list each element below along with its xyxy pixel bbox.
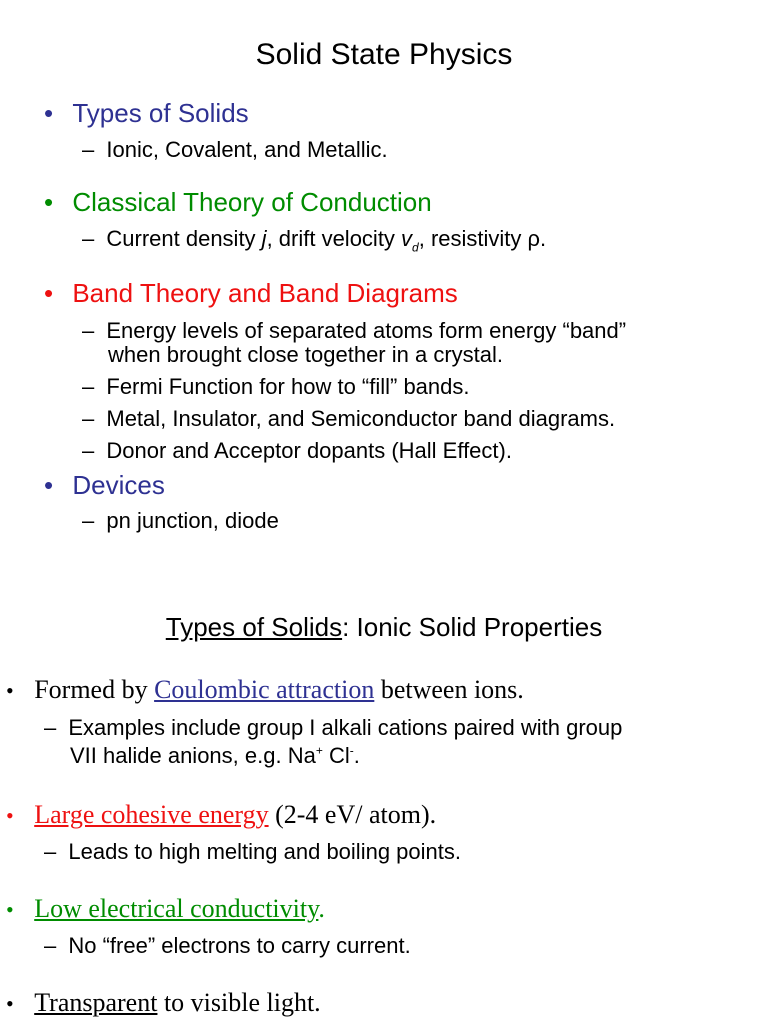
slide1-title: Solid State Physics [255,38,513,71]
sub-text-pre: Current density [106,226,262,251]
bullet-band-theory [44,278,458,309]
sub-band-diagrams [82,406,615,432]
sub-energy-levels-cont: when brought close together in a crystal. [108,342,504,367]
bullet-icon: • [6,991,14,1016]
symbol-v: v [401,226,413,251]
sub-energy-levels [82,318,626,344]
bullet-types-of-solids [44,98,249,129]
sub-free-electrons [44,933,411,959]
sub-dopants [82,438,512,464]
cohesive-energy-link[interactable]: Large cohesive energy [34,800,269,829]
sub-text: Examples include group I alkali cations paired with group [68,715,623,740]
bullet-label: Classical Theory of Conduction [72,187,432,217]
sub-current-density [82,226,546,254]
superscript-minus: - [349,743,354,758]
dash-icon: – [82,318,95,343]
sub-text: Metal, Insulator, and Semiconductor band diagrams. [106,406,616,431]
sub-pn-junction [82,508,279,534]
sub-fermi-function [82,374,470,400]
dash-icon: – [82,226,95,251]
slide2-title [0,612,768,643]
point-post: to visible light. [157,988,321,1017]
bullet-label: Band Theory and Band Diagrams [72,278,458,308]
dash-icon: – [82,508,95,533]
sub-text: Energy levels of separated atoms form energy “band” [106,318,627,343]
dash-icon: – [82,406,95,431]
bullet-icon: • [44,98,54,128]
sub-text: Leads to high melting and boiling points. [68,839,461,864]
sub-ionic-covalent [82,137,388,163]
point-post: between ions. [374,675,524,704]
bullet-classical-theory [44,187,432,218]
sub-text-end: . [353,743,360,768]
point-cohesive-energy [6,800,436,830]
sub-text: No “free” electrons to carry current. [68,933,411,958]
point-post: (2-4 eV/ atom). [268,800,437,829]
sub-text: VII halide anions, e.g. Na [70,743,316,768]
dash-icon: – [82,137,95,162]
dash-icon: – [82,438,95,463]
symbol-d: d [412,240,419,255]
symbol-j: j [261,226,267,251]
point-conductivity [6,894,325,924]
conductivity-link[interactable]: Low electrical conductivity [34,894,319,923]
sub-text-post: , resistivity ρ. [418,226,547,251]
bullet-devices [44,470,165,501]
sub-text: Donor and Acceptor dopants (Hall Effect). [106,438,512,463]
dash-icon: – [44,839,57,864]
sub-text-cl: Cl [322,743,350,768]
point-post: . [318,894,325,923]
dash-icon: – [44,933,57,958]
coulombic-attraction-link[interactable]: Coulombic attraction [154,675,375,704]
sub-text-mid: , drift velocity [266,226,402,251]
dash-icon: – [82,374,95,399]
sub-text: pn junction, diode [106,508,279,533]
title-rest: : Ionic Solid Properties [342,612,603,642]
bullet-icon: • [6,897,14,922]
bullet-icon: • [44,187,54,217]
bullet-label: Devices [72,470,165,500]
sub-examples-cont [70,743,360,769]
bullet-icon: • [6,803,14,828]
sub-text: Fermi Function for how to “fill” bands. [106,374,470,399]
bullet-icon: • [6,678,14,703]
point-pre: Formed by [34,675,155,704]
bullet-icon: • [44,470,54,500]
bullet-label: Types of Solids [72,98,249,128]
point-transparent [6,988,321,1018]
point-coulombic [6,675,524,705]
sub-examples [44,715,622,741]
bullet-icon: • [44,278,54,308]
superscript-plus: + [315,743,323,758]
sub-melting [44,839,461,865]
transparent-link[interactable]: Transparent [34,988,158,1017]
dash-icon: – [44,715,57,740]
title-underlined: Types of Solids [165,612,343,642]
sub-text: Ionic, Covalent, and Metallic. [106,137,388,162]
